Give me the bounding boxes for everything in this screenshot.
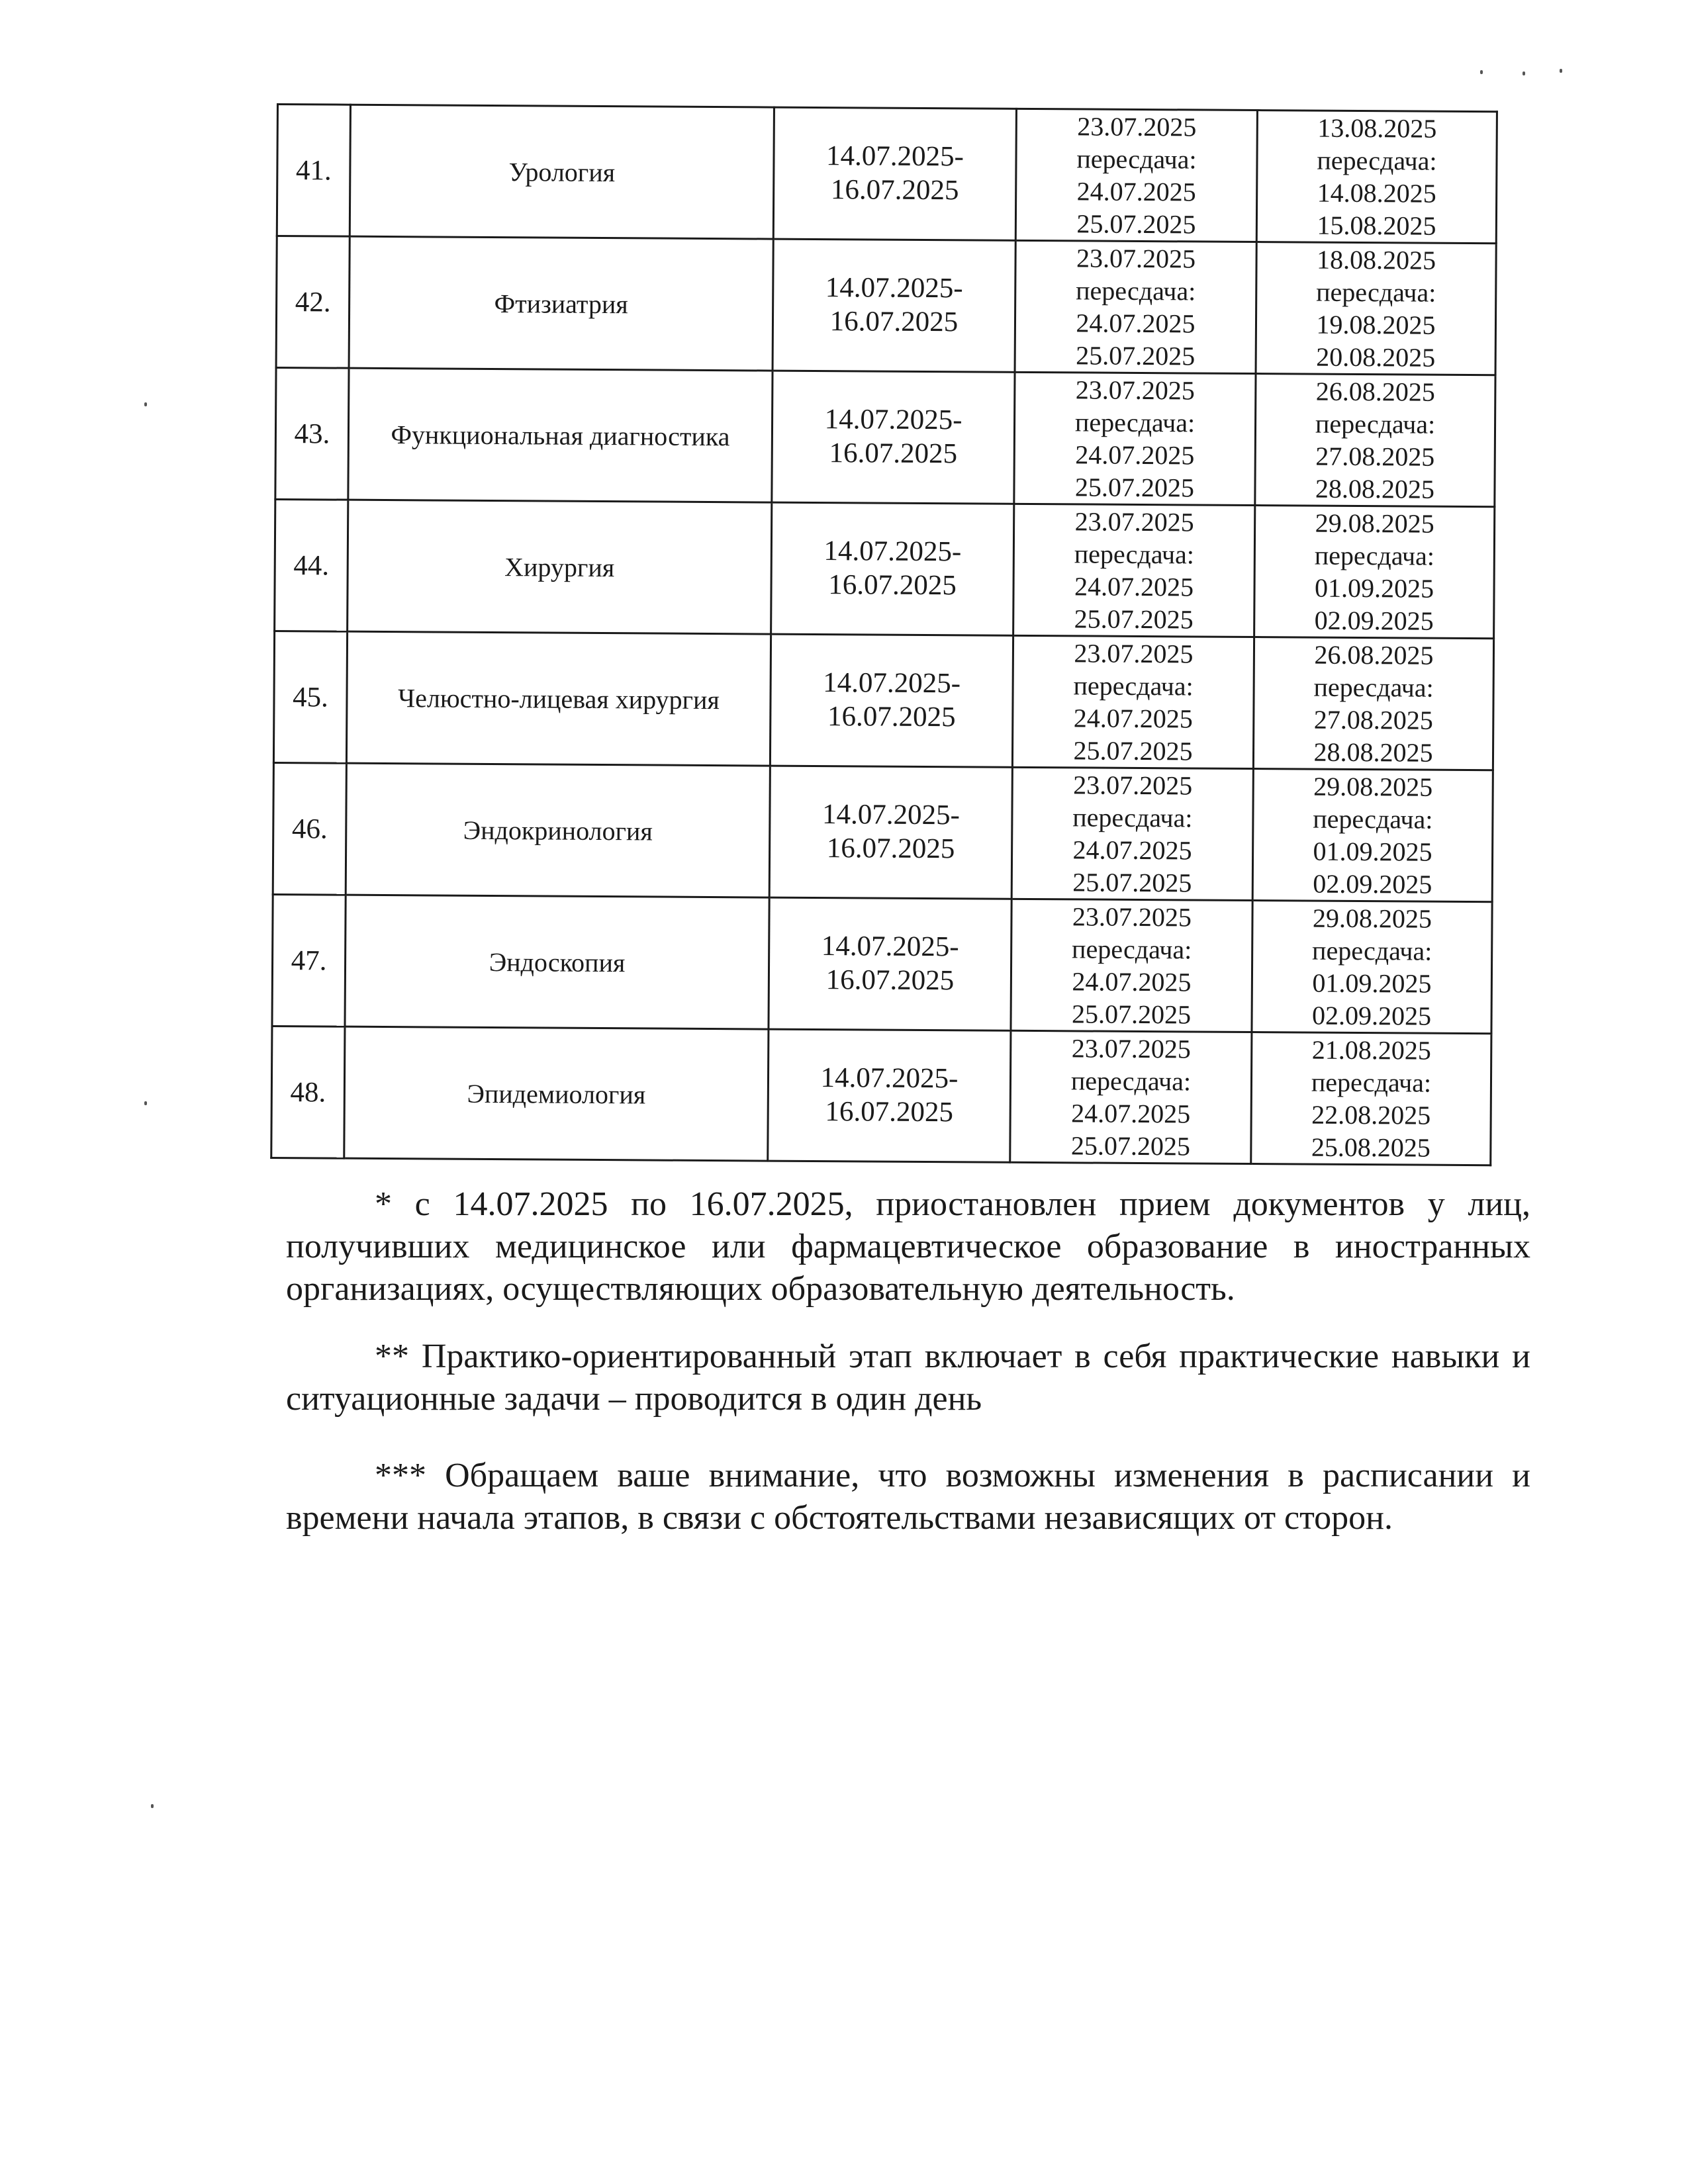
stage-date: 23.07.2025 — [1074, 638, 1194, 669]
retake-date: 24.07.2025 — [1076, 308, 1196, 339]
retake-date: 28.08.2025 — [1313, 737, 1433, 768]
document-acceptance-period — [769, 766, 1012, 899]
period-start: 14.07.2025- — [824, 404, 962, 436]
retake-label: пересдача: — [1072, 934, 1192, 965]
footnote-text: * с 14.07.2025 по 16.07.2025, приостановлен прием документов у лиц, получивших медицинское или фармацевтическое образование в иностранных организациях, осуществляющих образовательную деятельность. — [286, 1185, 1530, 1308]
document-acceptance-period — [772, 371, 1015, 504]
retake-date: 27.08.2025 — [1313, 704, 1433, 735]
stage-date: 26.08.2025 — [1314, 639, 1434, 670]
stage2-dates — [1252, 769, 1493, 902]
stage-date: 21.08.2025 — [1311, 1034, 1431, 1066]
retake-date: 02.09.2025 — [1314, 605, 1434, 636]
retake-date: 25.07.2025 — [1072, 867, 1192, 898]
schedule-table-body — [271, 105, 1497, 1165]
table-row — [273, 631, 1493, 770]
retake-date: 24.07.2025 — [1076, 176, 1196, 207]
stage-date: 18.08.2025 — [1316, 244, 1436, 275]
row-number: 42. — [276, 236, 350, 369]
stage2-dates — [1252, 901, 1492, 1034]
table-row — [273, 762, 1493, 901]
specialty-name: Урология — [350, 105, 774, 239]
period-end: 16.07.2025 — [829, 306, 959, 338]
retake-date: 15.08.2025 — [1317, 210, 1436, 241]
retake-date: 24.07.2025 — [1074, 571, 1194, 602]
retake-label: пересдача: — [1313, 803, 1433, 835]
table-row — [272, 894, 1492, 1033]
table-row — [275, 499, 1495, 638]
stage-date: 23.07.2025 — [1074, 506, 1194, 537]
retake-date: 28.08.2025 — [1315, 473, 1435, 504]
document-acceptance-period — [770, 634, 1013, 767]
scan-speck — [151, 1804, 154, 1808]
retake-date: 25.07.2025 — [1074, 472, 1195, 503]
stage1-dates — [1015, 240, 1256, 373]
period-start: 14.07.2025- — [820, 1062, 959, 1095]
specialty-name: Хирургия — [348, 500, 772, 634]
document-acceptance-period — [768, 1029, 1011, 1162]
scan-speck — [1560, 69, 1562, 73]
row-number: 41. — [277, 105, 350, 237]
retake-label: пересдача: — [1313, 672, 1434, 703]
retake-date: 02.09.2025 — [1311, 1000, 1432, 1031]
retake-date: 25.07.2025 — [1076, 340, 1196, 371]
retake-date: 01.09.2025 — [1314, 572, 1434, 604]
period-end: 16.07.2025 — [825, 964, 955, 997]
retake-label: пересдача: — [1072, 802, 1193, 833]
retake-date: 02.09.2025 — [1313, 868, 1432, 899]
retake-label: пересдача: — [1311, 935, 1432, 966]
stage-date: 29.08.2025 — [1315, 508, 1434, 539]
retake-date: 20.08.2025 — [1316, 341, 1436, 373]
table-row — [276, 236, 1496, 375]
scan-speck — [1523, 71, 1525, 75]
table-row — [277, 105, 1497, 244]
retake-label: пересдача: — [1311, 1067, 1432, 1098]
footnote-schedule-changes — [286, 1455, 1530, 1539]
stage-date: 23.07.2025 — [1073, 770, 1193, 801]
stage-date: 26.08.2025 — [1315, 376, 1436, 407]
period-start: 14.07.2025- — [825, 140, 964, 173]
row-number: 48. — [271, 1026, 345, 1158]
specialty-name: Эпидемиология — [344, 1026, 769, 1161]
footnote-practical-stage — [286, 1336, 1530, 1420]
row-number: 45. — [273, 631, 347, 763]
retake-date: 25.07.2025 — [1074, 604, 1194, 635]
document-acceptance-period — [773, 107, 1016, 240]
retake-label: пересдача: — [1076, 144, 1197, 175]
stage1-dates — [1011, 899, 1252, 1032]
period-start: 14.07.2025- — [821, 799, 960, 831]
stage2-dates — [1253, 637, 1493, 770]
stage-date: 23.07.2025 — [1072, 901, 1192, 933]
retake-date: 25.07.2025 — [1073, 735, 1193, 766]
retake-date: 24.07.2025 — [1073, 703, 1193, 734]
schedule-table — [270, 103, 1498, 1166]
retake-date: 27.08.2025 — [1315, 441, 1435, 472]
period-start: 14.07.2025- — [821, 931, 959, 963]
scan-speck — [144, 1101, 147, 1105]
stage2-dates — [1256, 242, 1496, 375]
period-end: 16.07.2025 — [826, 833, 955, 865]
retake-date: 19.08.2025 — [1316, 309, 1436, 340]
table-row — [271, 1026, 1491, 1165]
stage-date: 13.08.2025 — [1317, 113, 1437, 144]
retake-date: 22.08.2025 — [1311, 1099, 1431, 1130]
stage1-dates — [1013, 504, 1255, 637]
retake-label: пересдача: — [1076, 275, 1196, 306]
stage1-dates — [1015, 109, 1257, 242]
retake-label: пересдача: — [1070, 1066, 1192, 1097]
retake-date: 14.08.2025 — [1317, 177, 1436, 208]
retake-label: пересдача: — [1315, 408, 1436, 439]
stage2-dates — [1255, 374, 1495, 507]
retake-date: 24.07.2025 — [1075, 439, 1195, 471]
retake-label: пересдача: — [1316, 277, 1436, 308]
stage-date: 29.08.2025 — [1313, 771, 1433, 802]
footnote-text: ** Практико-ориентированный этап включает в себя практические навыки и ситуационные задачи – проводится в один день — [286, 1338, 1530, 1418]
stage1-dates — [1010, 1030, 1252, 1163]
specialty-name: Функциональная диагностика — [348, 368, 773, 502]
document-acceptance-period — [771, 502, 1014, 635]
row-number: 46. — [273, 762, 346, 895]
stage2-dates — [1256, 111, 1497, 244]
retake-date: 25.08.2025 — [1311, 1132, 1431, 1163]
stage1-dates — [1014, 372, 1256, 505]
retake-date: 01.09.2025 — [1312, 968, 1432, 999]
specialty-name: Эндокринология — [346, 763, 770, 897]
period-end: 16.07.2025 — [829, 437, 958, 470]
stage-date: 23.07.2025 — [1077, 111, 1197, 142]
period-end: 16.07.2025 — [830, 174, 959, 206]
stage-date: 23.07.2025 — [1071, 1033, 1191, 1064]
retake-date: 24.07.2025 — [1072, 966, 1192, 997]
period-end: 16.07.2025 — [828, 569, 957, 602]
footnote-text: *** Обращаем ваше внимание, что возможны изменения в расписании и времени начала этапов, в связи с обстоятельствами независящих от сторон. — [286, 1457, 1530, 1537]
row-number: 47. — [272, 894, 346, 1026]
stage1-dates — [1011, 767, 1253, 900]
row-number: 43. — [275, 368, 349, 500]
stage1-dates — [1012, 635, 1254, 768]
stage-date: 29.08.2025 — [1312, 903, 1432, 934]
retake-label: пересдача: — [1074, 407, 1196, 438]
scan-speck — [1480, 70, 1483, 74]
stage2-dates — [1254, 506, 1495, 639]
retake-label: пересдача: — [1317, 145, 1437, 176]
retake-date: 24.07.2025 — [1072, 835, 1192, 866]
document-acceptance-period — [769, 897, 1011, 1030]
period-start: 14.07.2025- — [825, 272, 963, 304]
scan-speck — [144, 402, 147, 406]
specialty-name: Фтизиатрия — [349, 236, 773, 371]
table-row — [275, 368, 1495, 507]
retake-date: 01.09.2025 — [1313, 836, 1432, 867]
retake-date: 25.07.2025 — [1070, 1130, 1191, 1161]
row-number: 44. — [275, 499, 348, 631]
retake-date: 25.07.2025 — [1071, 999, 1192, 1030]
retake-label: пересдача: — [1074, 539, 1195, 570]
stage-date: 23.07.2025 — [1075, 375, 1196, 406]
retake-date: 24.07.2025 — [1071, 1098, 1191, 1129]
specialty-name: Челюстно-лицевая хирургия — [346, 631, 771, 766]
document-acceptance-period — [773, 239, 1015, 372]
retake-date: 25.07.2025 — [1076, 208, 1196, 240]
period-start: 14.07.2025- — [823, 535, 962, 568]
retake-label: пересдача: — [1073, 670, 1194, 702]
period-end: 16.07.2025 — [827, 701, 956, 733]
period-end: 16.07.2025 — [825, 1096, 954, 1128]
retake-label: пересдача: — [1314, 540, 1435, 571]
specialty-name: Эндоскопия — [345, 895, 769, 1029]
stage-date: 23.07.2025 — [1076, 243, 1196, 274]
stage2-dates — [1251, 1032, 1491, 1165]
footnote-document-suspension — [286, 1183, 1530, 1310]
period-start: 14.07.2025- — [823, 667, 961, 700]
